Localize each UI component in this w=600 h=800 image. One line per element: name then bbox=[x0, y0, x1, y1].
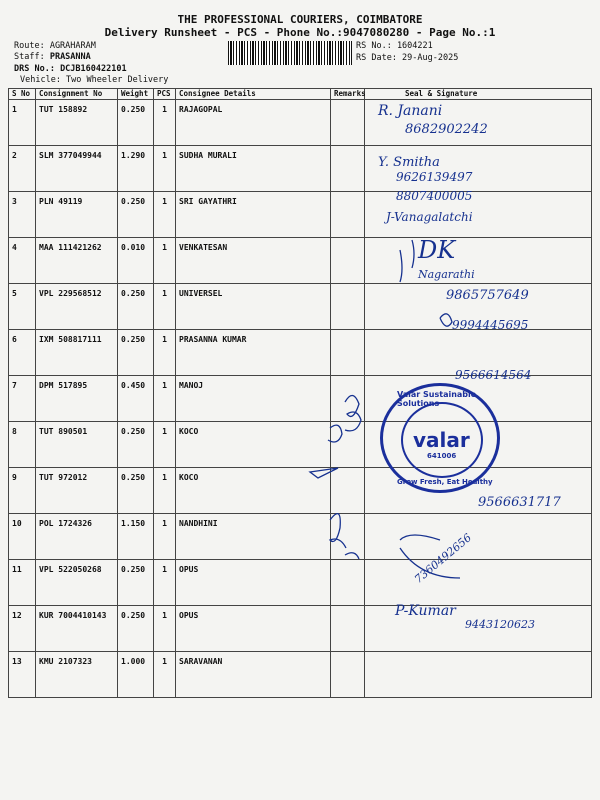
cell-weight: 0.450 bbox=[118, 376, 154, 422]
rs-number: RS No.: 1604221 bbox=[356, 41, 433, 51]
cell-consignment: TUT 158892 bbox=[36, 100, 118, 146]
cell-consignee: VENKATESAN bbox=[176, 238, 331, 284]
signature-2-phone: 9626139497 bbox=[396, 170, 473, 184]
cell-consignee: NANDHINI bbox=[176, 514, 331, 560]
cell-consignee: OPUS bbox=[176, 606, 331, 652]
cell-consignee: OPUS bbox=[176, 560, 331, 606]
cell-consignee: KOCO bbox=[176, 468, 331, 514]
cell-sno: 4 bbox=[9, 238, 36, 284]
signature-10-phone: 9566631717 bbox=[478, 495, 561, 510]
signature-7-phone: 9566614564 bbox=[455, 368, 532, 382]
cell-remarks bbox=[331, 330, 365, 376]
staff-label: Staff: PRASANNA bbox=[14, 52, 91, 62]
cell-remarks bbox=[331, 606, 365, 652]
cell-sno: 8 bbox=[9, 422, 36, 468]
cell-weight: 0.250 bbox=[118, 284, 154, 330]
cell-weight: 1.290 bbox=[118, 146, 154, 192]
cell-consignment: TUT 890501 bbox=[36, 422, 118, 468]
cell-sno: 10 bbox=[9, 514, 36, 560]
cell-pcs: 1 bbox=[154, 330, 176, 376]
cell-pcs: 1 bbox=[154, 192, 176, 238]
table-row bbox=[9, 146, 592, 192]
cell-pcs: 1 bbox=[154, 468, 176, 514]
cell-pcs: 1 bbox=[154, 560, 176, 606]
drs-number: DCJB160422101 bbox=[60, 64, 127, 74]
cell-consignee: RAJAGOPAL bbox=[176, 100, 331, 146]
cell-remarks bbox=[331, 652, 365, 698]
cell-pcs: 1 bbox=[154, 284, 176, 330]
cell-weight: 1.000 bbox=[118, 652, 154, 698]
cell-consignment: MAA 111421262 bbox=[36, 238, 118, 284]
cell-consignment: SLM 377049944 bbox=[36, 146, 118, 192]
cell-remarks bbox=[331, 376, 365, 422]
col-sno: S No bbox=[9, 89, 36, 100]
signature-13-phone: 9443120623 bbox=[465, 618, 535, 631]
signature-12-phone: 7360492656 bbox=[412, 531, 474, 586]
cell-remarks bbox=[331, 100, 365, 146]
cell-remarks bbox=[331, 146, 365, 192]
signature-1-name: R. Janani bbox=[378, 103, 443, 119]
signature-6-phone: 9994445695 bbox=[452, 318, 529, 332]
cell-sno: 9 bbox=[9, 468, 36, 514]
cell-consignee: MANOJ bbox=[176, 376, 331, 422]
stamp-brand: valar bbox=[413, 428, 470, 452]
cell-weight: 0.250 bbox=[118, 422, 154, 468]
col-consignee: Consignee Details bbox=[176, 89, 331, 100]
runsheet-table bbox=[8, 88, 592, 698]
cell-consignee: KOCO bbox=[176, 422, 331, 468]
cell-weight: 0.250 bbox=[118, 560, 154, 606]
cell-sno: 12 bbox=[9, 606, 36, 652]
col-remarks: Remarks bbox=[331, 89, 365, 100]
runsheet-subtitle: Delivery Runsheet - PCS - Phone No.:9047080280 - Page No.:1 bbox=[104, 26, 496, 39]
cell-weight: 0.250 bbox=[118, 330, 154, 376]
cell-sno: 13 bbox=[9, 652, 36, 698]
col-pcs: PCS bbox=[154, 89, 176, 100]
table-row bbox=[9, 192, 592, 238]
cell-remarks bbox=[331, 560, 365, 606]
cell-signature bbox=[365, 560, 592, 606]
table-row bbox=[9, 238, 592, 284]
table-row bbox=[9, 514, 592, 560]
signature-3-phone: 8807400005 bbox=[396, 189, 473, 203]
cell-sno: 5 bbox=[9, 284, 36, 330]
table-header-row bbox=[9, 89, 592, 100]
cell-weight: 0.010 bbox=[118, 238, 154, 284]
cell-remarks bbox=[331, 514, 365, 560]
cell-remarks bbox=[331, 192, 365, 238]
table-row bbox=[9, 100, 592, 146]
cell-pcs: 1 bbox=[154, 146, 176, 192]
cell-signature bbox=[365, 514, 592, 560]
col-consignment: Consignment No bbox=[36, 89, 118, 100]
route-label: Route: AGRAHARAM bbox=[14, 41, 96, 51]
cell-consignment: TUT 972012 bbox=[36, 468, 118, 514]
cell-signature bbox=[365, 652, 592, 698]
cell-consignee: PRASANNA KUMAR bbox=[176, 330, 331, 376]
company-stamp bbox=[380, 383, 500, 493]
drs-label: DRS No.: DCJB160422101 bbox=[14, 64, 127, 74]
cell-sno: 2 bbox=[9, 146, 36, 192]
table-row bbox=[9, 422, 592, 468]
col-weight: Weight bbox=[118, 89, 154, 100]
cell-pcs: 1 bbox=[154, 652, 176, 698]
cell-pcs: 1 bbox=[154, 422, 176, 468]
staff-name: PRASANNA bbox=[49, 52, 91, 62]
cell-pcs: 1 bbox=[154, 238, 176, 284]
cell-weight: 0.250 bbox=[118, 192, 154, 238]
cell-pcs: 1 bbox=[154, 100, 176, 146]
cell-remarks bbox=[331, 422, 365, 468]
stamp-bottom-text: Grow Fresh, Eat Healthy bbox=[397, 478, 493, 486]
cell-pcs: 1 bbox=[154, 606, 176, 652]
cell-signature bbox=[365, 238, 592, 284]
cell-consignee: SRI GAYATHRI bbox=[176, 192, 331, 238]
col-signature: Seal & Signature bbox=[365, 89, 592, 100]
cell-pcs: 1 bbox=[154, 514, 176, 560]
cell-consignment: KUR 7004410143 bbox=[36, 606, 118, 652]
cell-consignment: KMU 2107323 bbox=[36, 652, 118, 698]
table-row bbox=[9, 560, 592, 606]
cell-consignment: DPM 517895 bbox=[36, 376, 118, 422]
cell-remarks bbox=[331, 468, 365, 514]
cell-consignee: UNIVERSEL bbox=[176, 284, 331, 330]
stamp-code: 641006 bbox=[427, 452, 457, 460]
cell-consignee: SUDHA MURALI bbox=[176, 146, 331, 192]
cell-sno: 11 bbox=[9, 560, 36, 606]
signature-1-phone: 8682902242 bbox=[405, 122, 488, 137]
cell-consignment: IXM 508817111 bbox=[36, 330, 118, 376]
stamp-top-text: Valar Sustainable Solutions bbox=[397, 390, 477, 408]
company-title: THE PROFESSIONAL COURIERS, COIMBATORE bbox=[177, 13, 423, 26]
signature-5-name: Nagarathi bbox=[418, 268, 475, 281]
rs-date: RS Date: 29-Aug-2025 bbox=[356, 53, 459, 63]
signature-4: DK bbox=[418, 236, 456, 264]
cell-remarks bbox=[331, 284, 365, 330]
signature-13-name: P-Kumar bbox=[395, 603, 456, 619]
cell-sno: 1 bbox=[9, 100, 36, 146]
cell-pcs: 1 bbox=[154, 376, 176, 422]
cell-weight: 1.150 bbox=[118, 514, 154, 560]
table-row bbox=[9, 376, 592, 422]
cell-sno: 3 bbox=[9, 192, 36, 238]
cell-consignment: POL 1724326 bbox=[36, 514, 118, 560]
signature-5-phone: 9865757649 bbox=[446, 288, 529, 303]
cell-weight: 0.250 bbox=[118, 100, 154, 146]
vehicle-label: Vehicle: Two Wheeler Delivery bbox=[20, 75, 169, 85]
cell-sno: 7 bbox=[9, 376, 36, 422]
barcode bbox=[228, 41, 352, 65]
cell-consignment: VPL 229568512 bbox=[36, 284, 118, 330]
cell-remarks bbox=[331, 238, 365, 284]
table-row bbox=[9, 652, 592, 698]
cell-consignment: PLN 49119 bbox=[36, 192, 118, 238]
cell-sno: 6 bbox=[9, 330, 36, 376]
signature-2-name: Y. Smitha bbox=[378, 155, 440, 170]
cell-consignee: SARAVANAN bbox=[176, 652, 331, 698]
cell-consignment: VPL 522050268 bbox=[36, 560, 118, 606]
signature-3-name: J-Vanagalatchi bbox=[386, 210, 473, 224]
cell-weight: 0.250 bbox=[118, 606, 154, 652]
cell-weight: 0.250 bbox=[118, 468, 154, 514]
